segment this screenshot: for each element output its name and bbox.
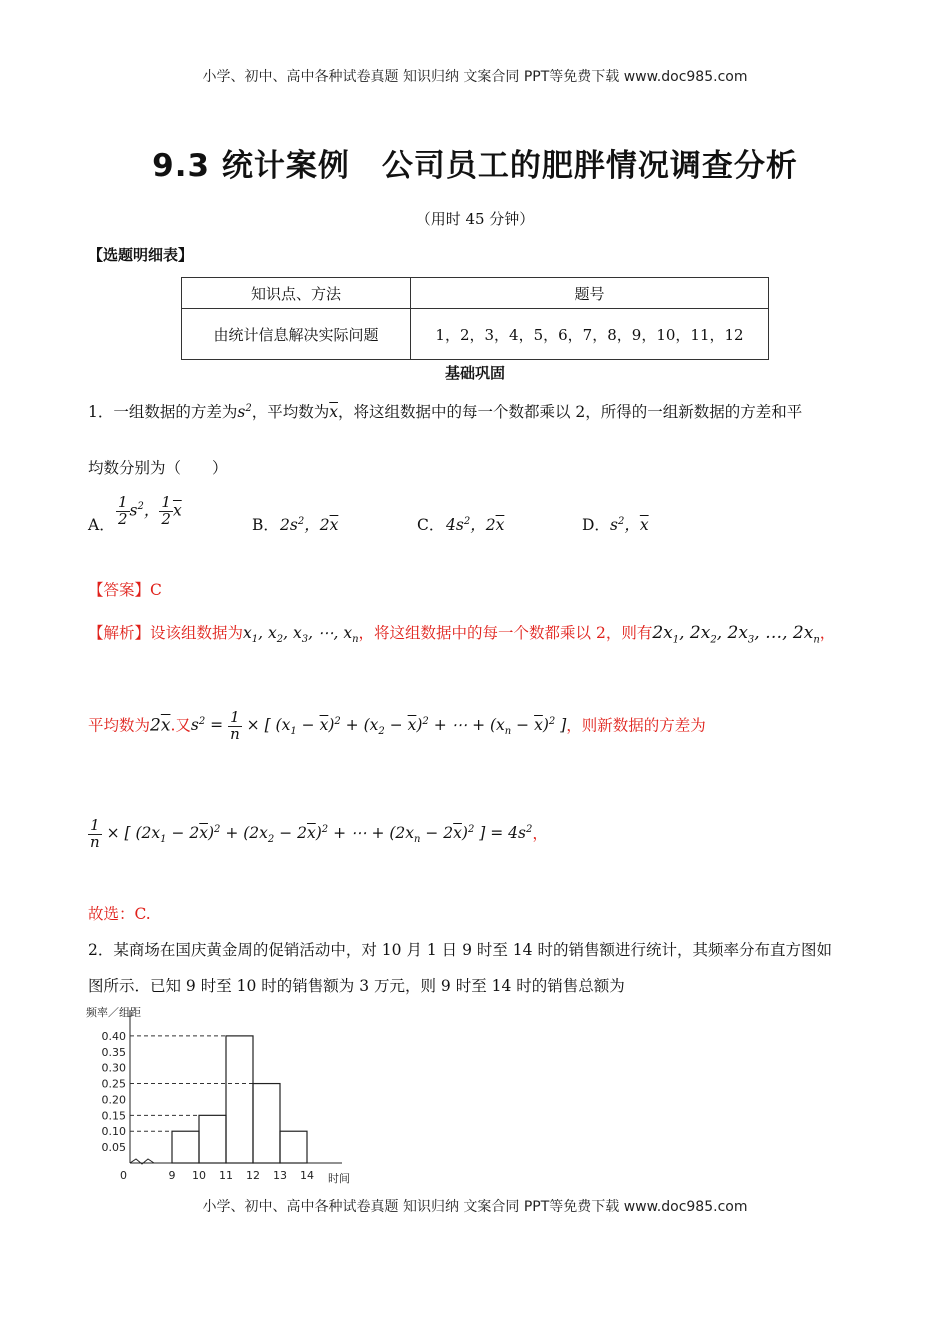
q2-line2: 图所示．已知 9 时至 10 时的销售额为 3 万元，则 9 时至 14 时的销售总额为 <box>88 977 625 995</box>
option-d-label: D． <box>582 516 610 534</box>
option-a-value: $\frac{1}{2}$ $s^2$， $\frac{1}{2}$ $\overline{x}$ <box>118 493 182 528</box>
q1-analysis-line1: 【解析】设该组数据为$x_1$, $x_2$, $x_3$, ⋯, $x_n$，将这组数据中的每一个数都乘以 2，则有$2x_1$, $2x_2$, $2x_3$, …, $2x_n$， <box>88 623 836 646</box>
option-d-value: $s^2$，$\overline{x}$ <box>610 516 649 535</box>
x-tick-label: 14 <box>300 1169 314 1182</box>
q1-line2: 均数分别为（ ） <box>88 459 228 477</box>
histogram-bar <box>199 1115 226 1163</box>
x-tick-label: 10 <box>192 1169 206 1182</box>
y-tick-label: 0.20 <box>101 1093 126 1107</box>
x-tick-label: 11 <box>219 1169 233 1182</box>
q1-conclusion: 故选：C. <box>88 905 151 923</box>
histogram-bar <box>253 1084 280 1163</box>
detail-label: 【选题明细表】 <box>88 246 194 264</box>
histogram-bar <box>226 1036 253 1163</box>
histogram-bar <box>280 1131 307 1163</box>
page-title: 9.3 统计案例 公司员工的肥胖情况调查分析 <box>152 148 798 184</box>
y-tick-label: 0.35 <box>101 1045 126 1059</box>
option-a-label: A． <box>88 516 115 534</box>
table-header-topic: 知识点、方法 <box>182 278 411 309</box>
math-x-seq: $x_1$, $x_2$, $x_3$, ⋯, $x_n$ <box>243 624 359 646</box>
math-variance-formula: $s^2$ = $\frac{1}{n}$ × [ $(x_1 - \overline{x})^2 + (x_2 - \overline{x})^2$ + ⋯ + $(x_n - \overline{x})^2$ ] <box>190 708 567 743</box>
origin-label: 0 <box>120 1169 127 1182</box>
x-axis-label: 时间 <box>328 1172 350 1185</box>
section-title: 基础巩固 <box>444 364 505 382</box>
q1-line1: 1．一组数据的方差为$s^2$，平均数为$\overline{x}$，将这组数据中的每一个数都乘以 2，所得的一组新数据的方差和平 <box>88 403 803 422</box>
q1-new-variance: $\frac{1}{n}$ × [ $(2x_1 - 2\overline{x})^2 + (2x_2 - 2\overline{x})^2$ + ⋯ + $(2x_n - 2\overline{x})^2$ ] = $4s^2$， <box>90 816 548 851</box>
x-tick-label: 12 <box>246 1169 260 1182</box>
math-xbar: $\overline{x}$ <box>329 403 338 422</box>
y-tick-label: 0.25 <box>101 1077 126 1091</box>
q2-line1: 2．某商场在国庆黄金周的促销活动中，对 10 月 1 日 9 时至 14 时的销售额进行统计，其频率分布直方图如 <box>88 941 832 959</box>
option-b-value: $2s^2$，$2\overline{x}$ <box>280 516 339 535</box>
table-cell-topic: 由统计信息解决实际问题 <box>182 309 411 360</box>
y-tick-label: 0.30 <box>101 1061 126 1075</box>
histogram-bar <box>172 1131 199 1163</box>
option-c-value: $4s^2$，$2\overline{x}$ <box>446 516 505 535</box>
q1-analysis-line2: 平均数为$2\overline{x}$.又$s^2$ = $\frac{1}{n}$ × [ $(x_1 - \overline{x})^2 + (x_2 - \overline{x})^2$ + ⋯ + $(x_n - \overline{x})^2$ ]，则新数据的方差为 <box>88 708 706 743</box>
q1-answer: 【答案】C <box>88 581 162 599</box>
y-tick-label: 0.40 <box>101 1029 126 1043</box>
x-tick-label: 9 <box>168 1169 176 1182</box>
math-s2: $s^2$ <box>237 403 252 422</box>
math-2x-seq: $2x_1$, $2x_2$, $2x_3$, …, $2x_n$ <box>652 623 820 646</box>
topic-table <box>181 277 769 360</box>
histogram-chart <box>84 1006 364 1188</box>
y-tick-label: 0.10 <box>101 1125 126 1139</box>
time-limit: （用时 45 分钟） <box>415 210 535 228</box>
y-tick-label: 0.05 <box>101 1141 126 1155</box>
page-header: 小学、初中、高中各种试卷真题 知识归纳 文案合同 PPT等免费下载 www.doc985.com <box>202 69 748 85</box>
x-tick-label: 13 <box>273 1169 287 1182</box>
option-b-label: B． <box>252 516 279 534</box>
page-footer: 小学、初中、高中各种试卷真题 知识归纳 文案合同 PPT等免费下载 www.doc985.com <box>202 1199 748 1215</box>
y-tick-label: 0.15 <box>101 1109 126 1123</box>
math-new-variance-formula: $\frac{1}{n}$ × [ $(2x_1 - 2\overline{x})^2 + (2x_2 - 2\overline{x})^2$ + ⋯ + $(2x_n - 2\overline{x})^2$ ] = $4s^2$ <box>90 816 533 851</box>
y-axis-label: 频率／组距 <box>86 1006 141 1019</box>
table-header-numbers: 题号 <box>411 278 769 309</box>
table-cell-numbers: 1，2，3，4，5，6，7，8，9，10，11，12 <box>411 309 769 360</box>
option-c-label: C． <box>417 516 445 534</box>
math-2xbar: $2\overline{x}$ <box>150 715 171 736</box>
